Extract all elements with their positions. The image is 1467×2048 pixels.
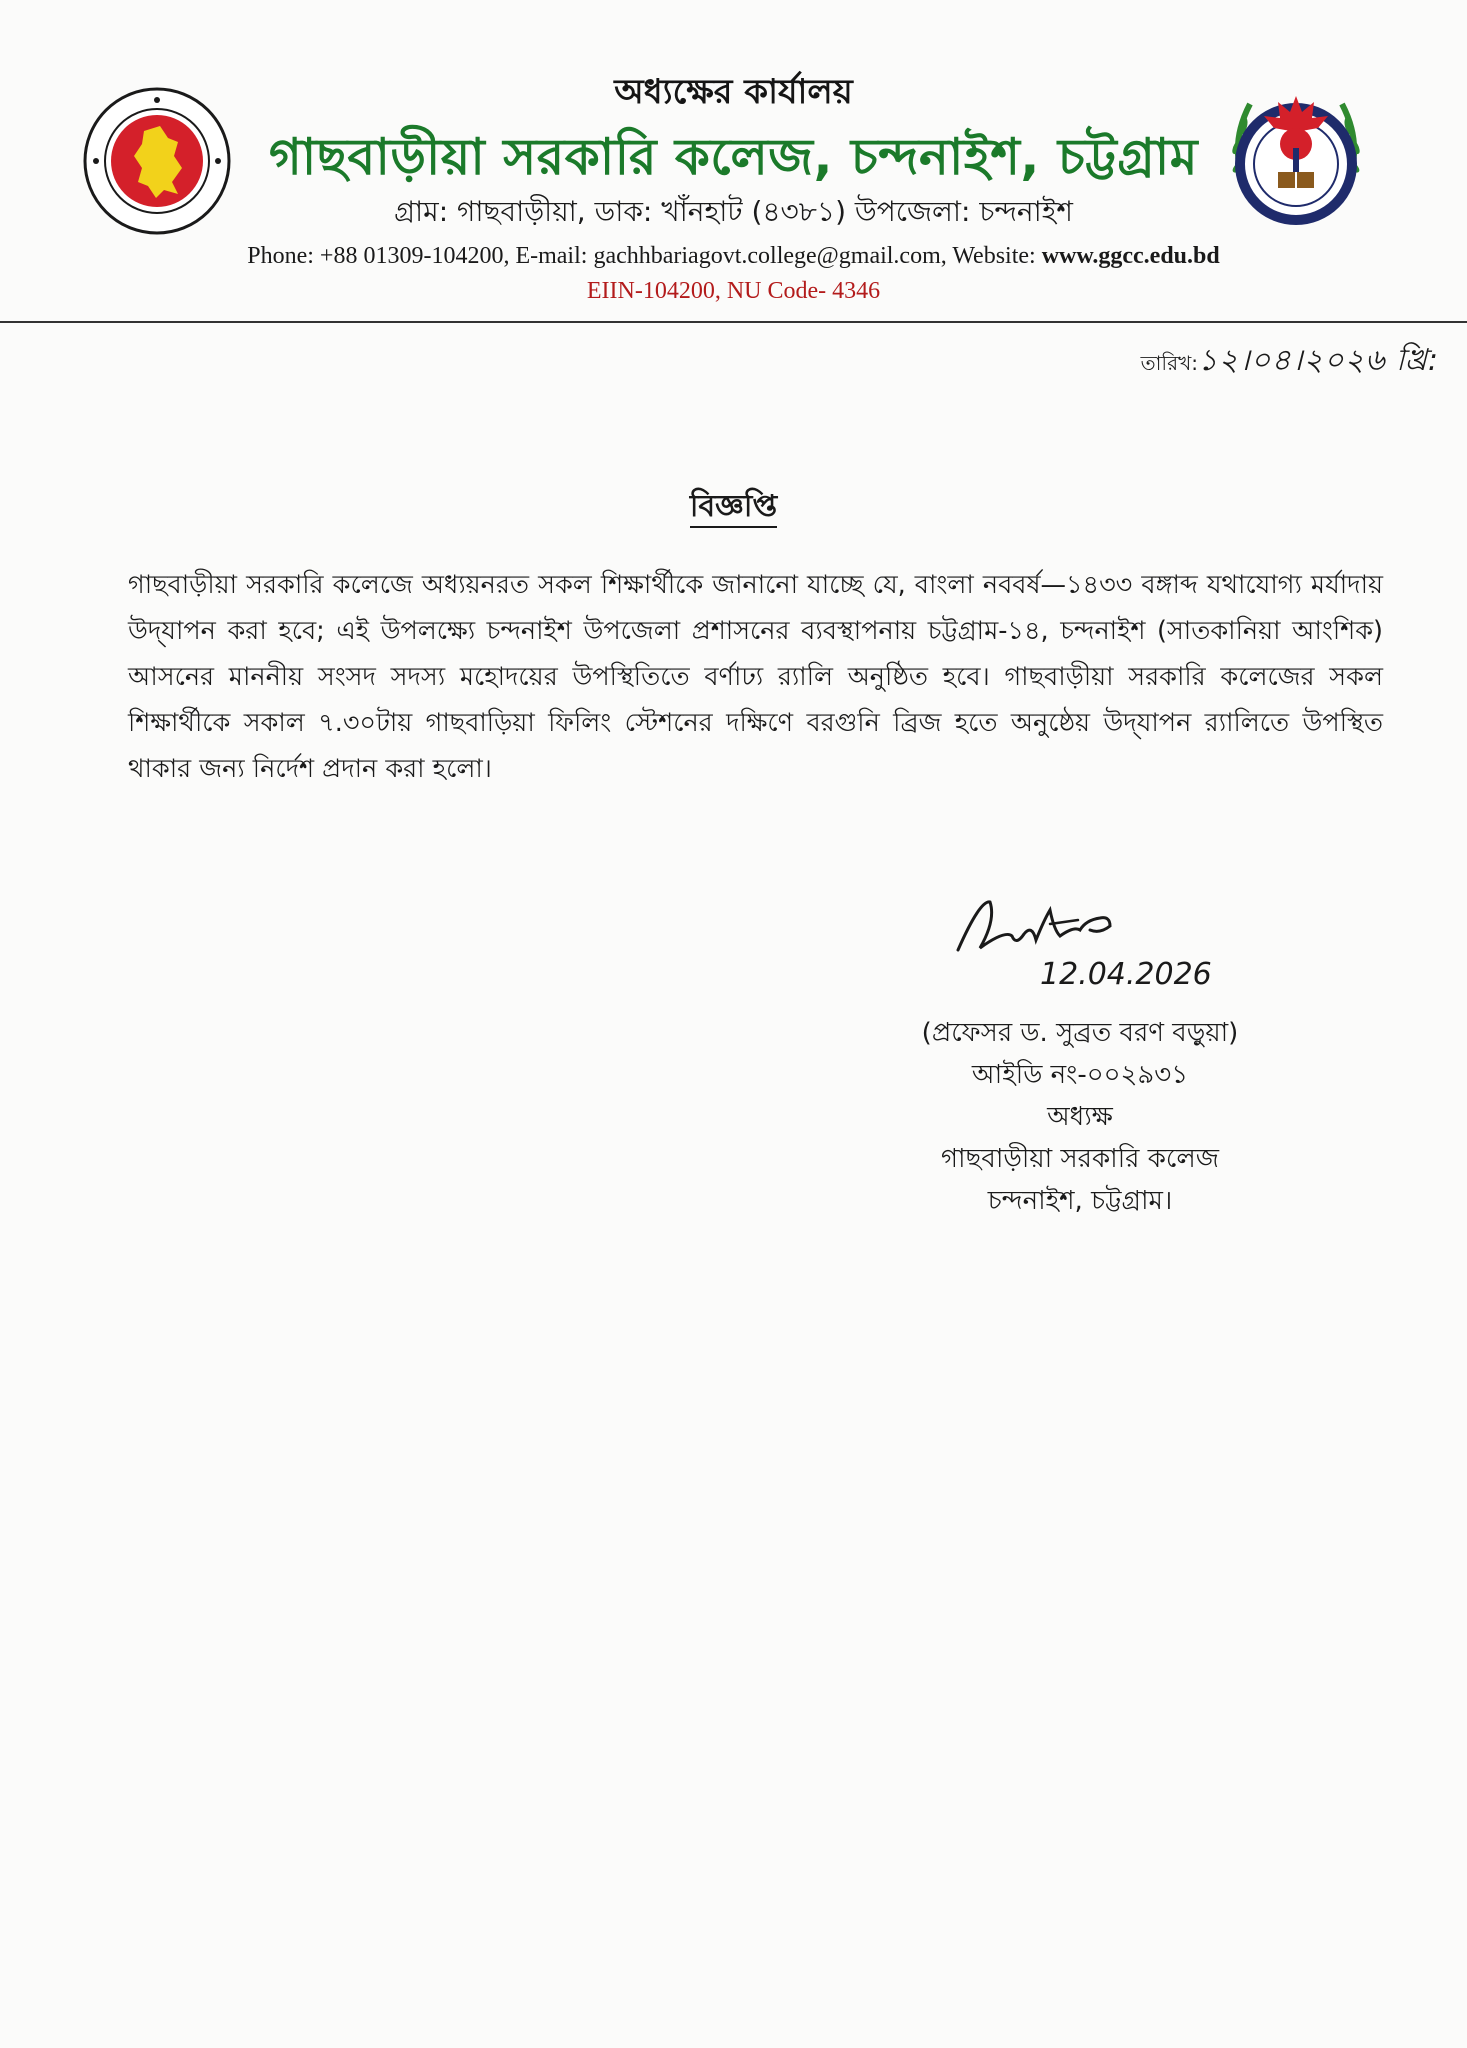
signatory-id: আইডি নং-০০২৯৩১ xyxy=(971,1060,1189,1090)
handwritten-signature-icon xyxy=(950,890,1250,1000)
office-title: অধ্যক্ষের কার্যালয় xyxy=(614,72,853,112)
signatory-block xyxy=(830,1012,1330,1222)
date-value: ১২।০৪।২০২৬ খ্রি: xyxy=(1198,343,1439,378)
date-label: তারিখ: xyxy=(1140,351,1199,375)
notice-title-text: বিজ্ঞপ্তি xyxy=(690,489,777,528)
signatory-designation: অধ্যক্ষ xyxy=(1047,1102,1113,1132)
contact-line xyxy=(0,243,1467,270)
notice-title xyxy=(0,482,1467,533)
signature-date: 12.04.2026 xyxy=(1040,957,1212,992)
header-divider xyxy=(0,321,1467,323)
notice-body: গাছবাড়ীয়া সরকারি কলেজে অধ্যয়নরত সকল শিক্ষার্থীকে জানানো যাচ্ছে যে, বাংলা নববর্ষ—১৪৩৩ বঙ্গাব্দ যথাযোগ্য মর্যাদায় উদ্‌যাপন করা হবে; এই উপলক্ষ্যে চন্দনাইশ উপজেলা প্রশাসনের ব্যবস্থাপনায় চট্টগ্রাম-১৪, চন্দনাইশ (সাতকানিয়া আংশিক) আসনের মাননীয় সংসদ সদস্য মহোদয়ের উপস্থিতিতে বর্ণাঢ্য র‍্যালি অনুষ্ঠিত হবে। গাছবাড়ীয়া সরকারি কলেজের সকল শিক্ষার্থীকে সকাল ৭.৩০টায় গাছবাড়িয়া ফিলিং স্টেশনের দক্ষিণে বরগুনি ব্রিজ হতে অনুষ্ঠেয় উদ্‌যাপন র‍্যালিতে উপস্থিত থাকার জন্য নির্দেশ প্রদান করা হলো। xyxy=(128,570,1383,784)
signatory-location: চন্দনাইশ, চট্টগ্রাম। xyxy=(987,1186,1173,1216)
college-name: গাছবাড়ীয়া সরকারি কলেজ, চন্দনাইশ, চট্টগ্রাম xyxy=(268,128,1199,186)
institution-codes: EIIN-104200, NU Code- 4346 xyxy=(586,278,881,304)
website-link[interactable]: www.ggcc.edu.bd xyxy=(1041,243,1220,269)
contact-details: Phone: +88 01309-104200, E-mail: gachhbariagovt.college@gmail.com, Website: xyxy=(247,243,1042,269)
date-line xyxy=(1141,336,1439,387)
college-address: গ্রাম: গাছবাড়ীয়া, ডাক: খাঁনহাট (৪৩৮১) উপজেলা: চন্দনাইশ xyxy=(394,195,1073,228)
signatory-name: (প্রফেসর ড. সুব্রত বরণ বড়ুয়া) xyxy=(921,1018,1239,1048)
signatory-institution: গাছবাড়ীয়া সরকারি কলেজ xyxy=(941,1144,1219,1174)
